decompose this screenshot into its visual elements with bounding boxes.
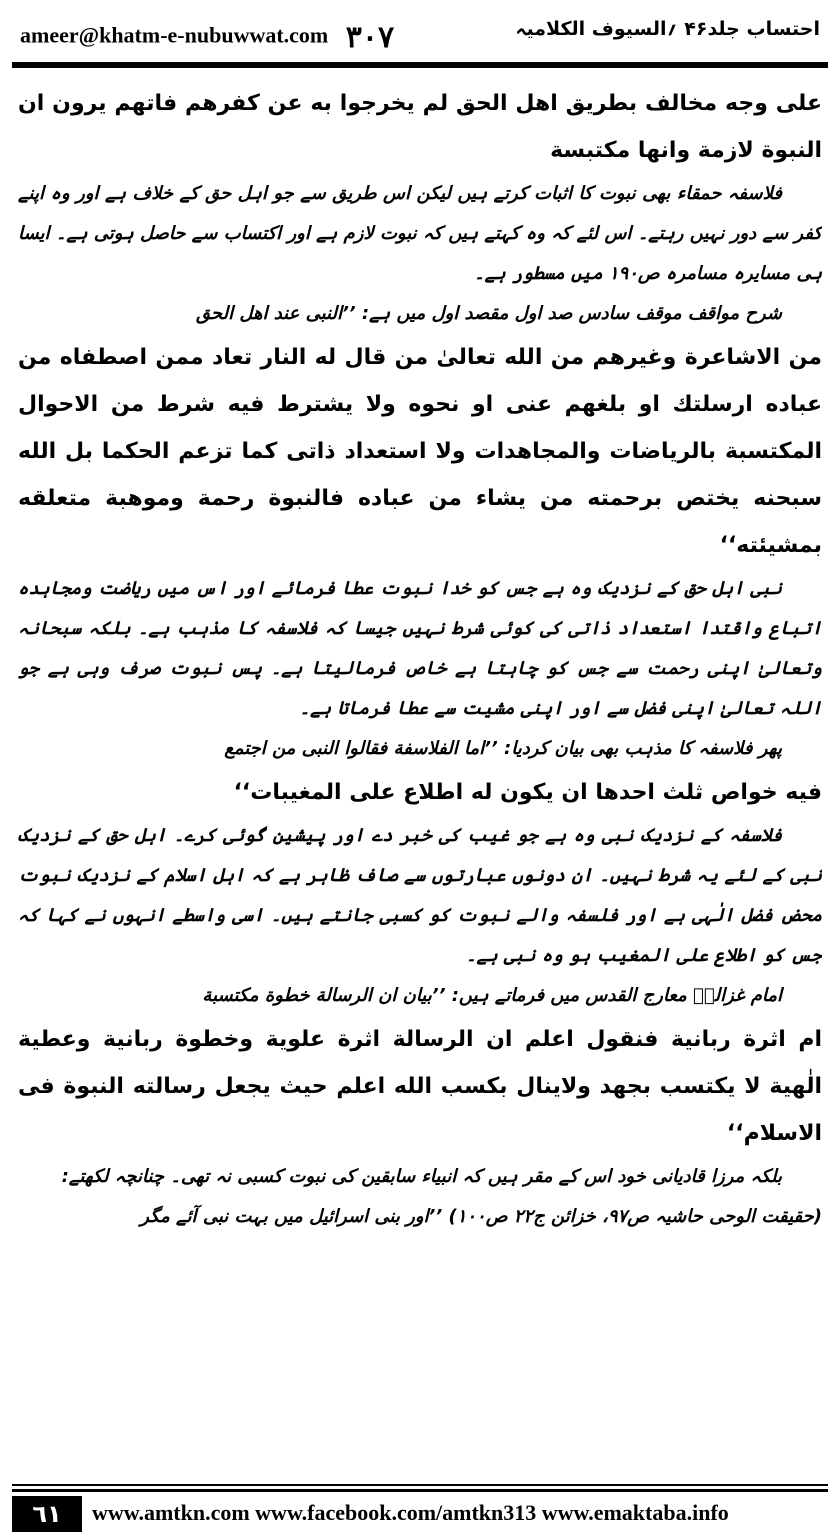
footer-rule-top [12,1484,828,1486]
urdu-paragraph: (حقیقت الوحی حاشیہ ص۹۷، خزائن ج۲۲ ص۱۰۰) ’’اور بنی اسرائیل میں بہت نبی آئے مگر [140,1206,822,1227]
urdu-paragraph: شرح مواقف موقف سادس صد اول مقصد اول میں ہے: ’’النبی عند اهل الحق [195,303,782,324]
footer-page-number: ٦١ [12,1496,82,1532]
header-rule [12,62,828,68]
arabic-quote-paragraph: علی وجه مخالف بطریق اهل الحق لم یخرجوا به عن کفرهم فاتهم یرون ان النبوة لازمة وانها مکتبسة [18,91,822,163]
page-footer [12,1496,828,1532]
header-page-number: ۳۰۷ [345,21,395,54]
footer-urls: www.amtkn.com www.facebook.com/amtkn313 www.emaktaba.info [92,1500,729,1525]
page-body [18,80,822,1474]
urdu-paragraph: امام غزالیؒ معارج القدس میں فرماتے ہیں: ’’بیان ان الرسالة خطوة مکتسبة [202,985,782,1006]
urdu-paragraph: پھر فلاسفہ کا مذہب بھی بیان کردیا: ’’اما الفلاسفة فقالوا النبی من اجتمع [224,738,782,759]
arabic-quote-paragraph: من الاشاعرة وغیرهم من الله تعالیٰ من قال له النار تعاد ممن اصطفاه من عباده ارسلتك او بلغهم عنی او نحوه ولا یشترط فیه شرط من الاحوال المکتسبة بالریاضات والمجاهدات ولا استعداد ذاتی کما تزعم الحکما بل الله سبحنه یختص برحمته من یشاء من عباده فالنبوة رحمة وموهبة متعلقه بمشیئته‘‘ [18,345,822,558]
footer-rule-bottom [12,1489,828,1492]
header-email: ameer@khatm-e-nubuwwat.com [20,22,329,48]
arabic-quote-paragraph: ام اثرة ربانیة فنقول اعلم ان الرسالة اثرة علویة وخطوة ربانیة وعطیة الٰهیة لا یکتسب بجهد ولاینال بکسب الله اعلم حیث یجعل رسالته النبوة فی الاسلام‘‘ [18,1027,822,1146]
urdu-paragraph: فلاسفہ حمقاء بھی نبوت کا اثبات کرتے ہیں لیکن اس طریق سے جو اہل حق کے خلاف ہے اور وہ اپنے کفر سے دور نہیں رہتے۔ اس لئے کہ وہ کہتے ہیں کہ نبوت لازم ہے اور اکتساب سے حاصل ہوتی ہے۔ ایسا ہی مسایرہ مسامرہ ص۱۹۰ میں مسطور ہے۔ [18,183,822,284]
page-header [14,12,826,58]
header-book-title: احتساب جلد۴۶ ؍السیوف الکلامیہ [515,18,820,40]
arabic-quote-paragraph: فیه خواص ثلث احدها ان یکون له اطلاع علی المغیبات‘‘ [233,780,822,805]
urdu-paragraph: بلکہ مرزا قادیانی خود اس کے مقر ہیں کہ انبیاء سابقین کی نبوت کسبی نہ تھی۔ چنانچہ لکھتے: [61,1166,782,1187]
urdu-paragraph: فلاسفہ کے نزدیک نبی وہ ہے جو غیب کی خبر دے اور پیشین گوئی کرے۔ اہل حق کے نزدیک نبی کے لئے یہ شرط نہیں۔ ان دونوں عبارتوں سے صاف ظاہر ہے کہ اہل اسلام کے نزدیک نبوت محض فضل الٰہی ہے اور فلسفہ والے نبوت کو کسبی جانتے ہیں۔ اسی واسطے انہوں نے کہا کہ جس کو اطلاع علی المغیب ہو وہ نبی ہے۔ [18,825,822,966]
urdu-paragraph: نبی اہل حق کے نزدیک وہ ہے جس کو خدا نبوت عطا فرمائے اور اس میں ریاضت ومجاہدہ اتباع واقتدا استعداد ذاتی کی کوئی شرط نہیں جیسا کہ فلاسفہ کا مذہب ہے۔ بلکہ سبحانہ وتعالیٰ اپنی رحمت سے جس کو چاہتا ہے خاص فرمالیتا ہے۔ پس نبوت صرف وہی ہے جو اللہ تعالیٰ اپنی فضل سے اور اپنی مشیت سے عطا فرماتا ہے۔ [18,578,822,719]
header-left [20,20,394,55]
